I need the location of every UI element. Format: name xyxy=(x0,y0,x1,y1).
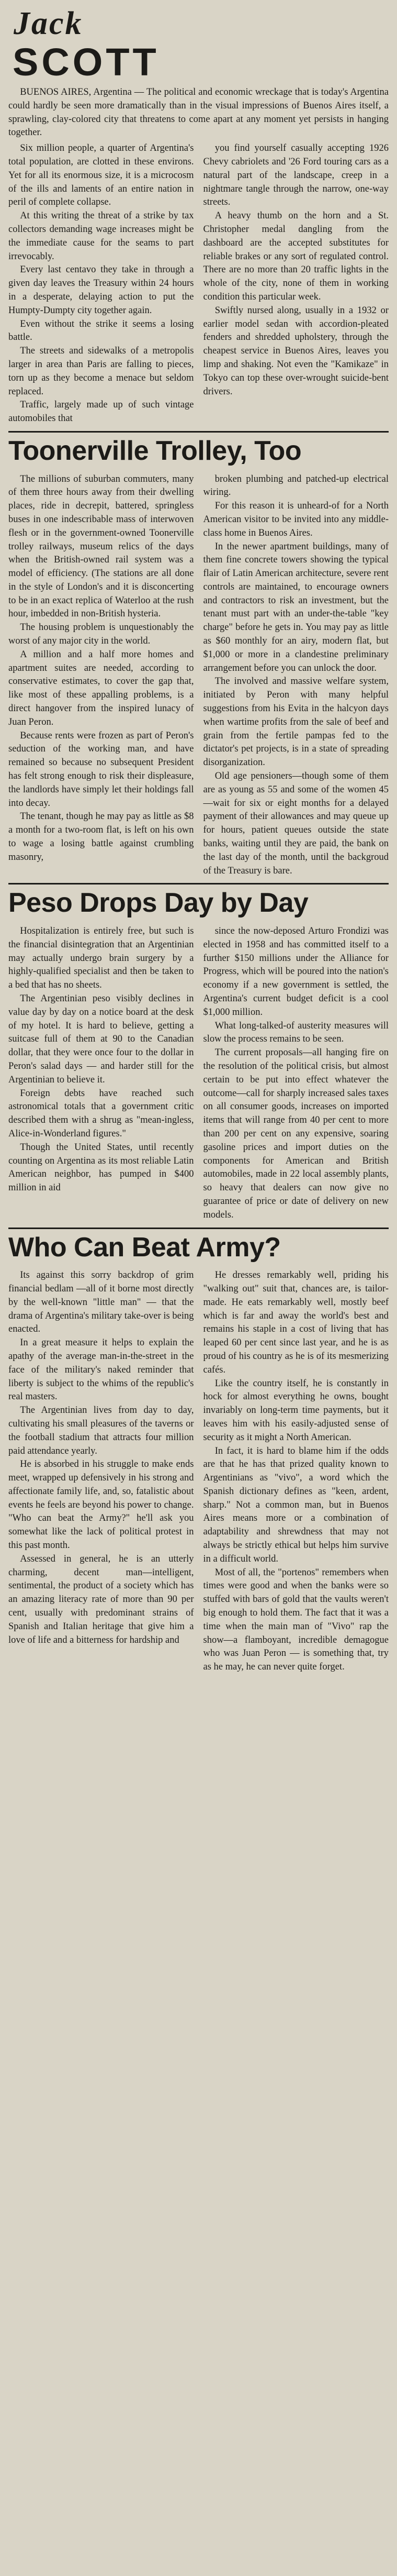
section-2-right-column xyxy=(203,473,389,878)
paragraph: In a great measure it helps to explain the apathy of the average man-in-the-street in the face of the military's naked reminder that liberty is subject to the whims of the republic's real masters. xyxy=(8,1337,194,1402)
section-4-left-column xyxy=(8,1269,194,1674)
section-3-columns xyxy=(8,925,389,1222)
section-divider xyxy=(8,1228,389,1229)
section-3-right-column xyxy=(203,925,389,1222)
paragraph: Like the country itself, he is constantly in hock for almost everything he owns, bought invariably on long-term time payments, but it leaves him with his easily-adjusted sense of security as it might a North American. xyxy=(203,1378,389,1443)
section-divider xyxy=(8,431,389,433)
paragraph: The tenant, though he may pay as little as $8 a month for a two-room flat, is left on his own to wage a losing battle against crumbling masonry, xyxy=(8,811,194,863)
paragraph: A heavy thumb on the horn and a St. Christopher medal dangling from the dashboard are the accepted substitutes for reliable brakes or any sort of regulated control. There are no more than 20 traffic lights in the whole of the city, none of them in working condition this particular week. xyxy=(203,211,389,302)
paragraph: He is absorbed in his struggle to make ends meet, wrapped up defensively in his strong and affectionate family life, and, so, fatalistic about events he feels are beyond his power to change. "Who can beat the Army?" he'll ask you somewhat like the lack of political protest in this past month. xyxy=(8,1459,194,1551)
paragraph: Six million people, a quarter of Argentina's total population, are clotted in these environs. Yet for all its enormous size, it is a microcosm of the ills and laments of an entire nation in peril of complete collapse. xyxy=(8,143,194,208)
section-headline: Peso Drops Day by Day xyxy=(8,888,309,919)
section-2-columns xyxy=(8,473,389,878)
paragraph: The housing problem is unquestionably the worst of any major city in the world. xyxy=(8,622,194,647)
paragraph: The streets and sidewalks of a metropolis larger in area than Paris are falling to pieces, torn up as they become a menace but seldom replaced. xyxy=(8,346,194,397)
paragraph: Old age pensioners—though some of them are as young as 55 and some of the women 45—wait for six or eight months for a delayed payment of their allowances and may queue up for hours, patient queues outside the state banks, waiting until they are paid, the bank on the last day of the month, until the backgroud of the Treasury is bare. xyxy=(203,771,389,876)
paragraph: Though the United States, until recently counting on Argentina as its most reliable Latin American neighbor, has pumped in $400 million in aid xyxy=(8,1142,194,1193)
paragraph: Assessed in general, he is an utterly charming, decent man—intelligent, sentimental, the product of a society which has an amazing literacy rate of more than 90 per cent, usually with predominant strains of Spanish and Italian heritage that give him a love of life and a bitterness for hardship and xyxy=(8,1553,194,1645)
column-masthead xyxy=(8,7,389,86)
lead-paragraph: BUENOS AIRES, Argentina — The political and economic wreckage that is today's Argentina could hardly be seen more dramatically than in the visual impressions of Buenos Aires itself, a sprawling, clay-colored city that threatens to come apart at any moment yet persists in hanging together. xyxy=(8,87,389,138)
paragraph: you find yourself casually accepting 1926 Chevy cabriolets and '26 Ford touring cars as a natural part of the landscape, creep in a nightmare tangle through the narrow, one-way streets. xyxy=(203,143,389,208)
paragraph: Every last centavo they take in through a given day leaves the Treasury within 24 hours in a desperate, delaying action to put the Humpty-Dumpty city together again. xyxy=(8,264,194,316)
section-4 xyxy=(8,1233,389,1675)
paragraph: For this reason it is unheard-of for a North American visitor to be invited into any middle-class home in Buenos Aires. xyxy=(203,501,389,538)
section-1-left-column xyxy=(8,142,194,426)
paragraph: A million and a half more homes and apartment suites are needed, according to conservative estimates, to cover the gap that, like most of these appalling problems, is a direct hangover from the inspired lunacy of Juan Peron. xyxy=(8,649,194,727)
section-4-right-column xyxy=(203,1269,389,1674)
paragraph: In fact, it is hard to blame him if the odds are that he has that prized quality known to Argentinians as "vivo", a word which the Spanish dictionary defines as "keen, ardent, sharp." Not a common man, but in Buenos Aires means more or a combination of adaptability and shrewdness that may not always be strictly ethical but helps him survive in a difficult world. xyxy=(203,1445,389,1564)
section-headline: Who Can Beat Army? xyxy=(8,1232,281,1263)
intro-paragraph xyxy=(8,86,389,140)
paragraph: Its against this sorry backdrop of grim financial bedlam —all of it borne most directly by the well-known "little man" — that the drama of Argentina's military take-over is being enacted. xyxy=(8,1270,194,1335)
section-3-left-column xyxy=(8,925,194,1222)
section-2-left-column xyxy=(8,473,194,878)
section-headline: Toonerville Trolley, Too xyxy=(8,435,302,466)
paragraph: In the newer apartment buildings, many of them fine concrete towers showing the typical flair of Latin American architecture, severe rent controls are maintained, to encourage owners and contractors to risk an investment, but the tenant must part with an under-the-table "key charge" before he gets in. You may pay as little as $60 monthly for an airy, modern flat, but $1,000 or more in a clandestine preliminary arrangement before you can unlock the door. xyxy=(203,541,389,673)
paragraph: broken plumbing and patched-up electrical wiring. xyxy=(203,473,389,498)
paragraph: He dresses remarkably well, priding his "walking out" suit that, chances are, is tailor-made. He eats remarkably well, mostly beef which is far and away the world's best and remains his staple in a cost of living that has leaped 60 per cent since last year, and he is as proud of his country as he is of its mesmerizing cafés. xyxy=(203,1270,389,1375)
section-divider xyxy=(8,883,389,885)
section-3 xyxy=(8,889,389,1222)
paragraph: Most of all, the "portenos" remembers when times were good and when the banks were so stuffed with bars of gold that the vaults weren't big enough to hold them. The fact that it was a time when the main man of "Vivo" rap the show—a flamboyant, incredible demagogue who was Juan Peron — is something that, try as he may, he can never quite forget. xyxy=(203,1567,389,1673)
section-2 xyxy=(8,437,389,878)
paragraph: The Argentinian peso visibly declines in value day by day on a notice board at the desk of my hotel. It is hard to believe, getting a suitcase full of them at 90 to the Canadian dollar, that they were once four to the dollar in Peron's salad days — and harder still for the Argentinian to believe it. xyxy=(8,993,194,1085)
author-first-name: Jack xyxy=(14,6,83,41)
paragraph: The Argentinian lives from day to day, cultivating his small pleasures of the taverns or the football stadium that attracts four million paid attendance yearly. xyxy=(8,1405,194,1456)
paragraph: The involved and massive welfare system, initiated by Peron with many helpful suggestions from his Evita in the halcyon days when wartime profits from the sale of beef and grain from the fertile pampas fed to the dictator's pet projects, is in a state of spreading disorganization. xyxy=(203,676,389,768)
paragraph: Traffic, largely made up of such vintage automobiles that xyxy=(8,400,194,424)
section-1-columns xyxy=(8,142,389,426)
section-1-right-column xyxy=(203,142,389,426)
paragraph: Because rents were frozen as part of Peron's seduction of the working man, and have remained so because no subsequent President has felt strong enough to risk their displeasure, the landlords have simply let their holdings fall into decay. xyxy=(8,730,194,809)
paragraph: Foreign debts have reached such astronomical totals that a government critic described them with a shrug as "mean-ingless, Alice-in-Wonderland figures." xyxy=(8,1088,194,1139)
paragraph: What long-talked-of austerity measures will slow the process remains to be seen. xyxy=(203,1020,389,1045)
paragraph: At this writing the threat of a strike by tax collectors demanding wage increases might be the immediate cause for the seams to part irrevocably. xyxy=(8,211,194,262)
paragraph: The millions of suburban commuters, many of them three hours away from their dwelling places, ride in decrepit, battered, springless buses in one indescribable mass of interwoven flesh or in the government-owned Toonerville trolley railways, museum relics of the days when the British-owned rail system was a model of efficiency. (The stations are all done in the style of London's and it is disconcerting to be in an exact replica of Waterloo at the rush hour, imbedded in non-British hysteria. xyxy=(8,473,194,620)
paragraph: Even without the strike it seems a losing battle. xyxy=(8,318,194,343)
paragraph: Swiftly nursed along, usually in a 1932 or earlier model sedan with accordion-pleated fenders and shredded upholstery, through the cheapest service in Buenos Aires, leaves you limp and shaking. Not even the "Kamikaze" in Tokyo can top these over-wrought suicide-bent drivers. xyxy=(203,305,389,397)
paragraph: Hospitalization is entirely free, but such is the financial disintegration that an Argentinian may actually undergo brain surgery by a highly-qualified specialist and then be taken to a bed that has no sheets. xyxy=(8,926,194,991)
paragraph: since the now-deposed Arturo Frondizi was elected in 1958 and has committed itself to a further $150 millions under the Alliance for Progress, which will be poured into the nation's economy if a new government is settled, the Argentina's current budget deficit is a cool $1,000 million. xyxy=(203,926,389,1018)
author-last-name: SCOTT xyxy=(13,40,160,84)
paragraph: The current proposals—all hanging fire on the resolution of the political crisis, but almost certain to be put into effect whatever the outcome—call for sharply increased sales taxes on all consumer goods, increases on imported items that will range from 40 per cent to more than 200 per cent on any expensive, soaring gasoline prices and import duties on the components for American and British automobiles, made in 22 local assembly plants, so heavy that dealers can now give no guarantee of price or date of delivery on new models. xyxy=(203,1047,389,1220)
section-4-columns xyxy=(8,1269,389,1674)
